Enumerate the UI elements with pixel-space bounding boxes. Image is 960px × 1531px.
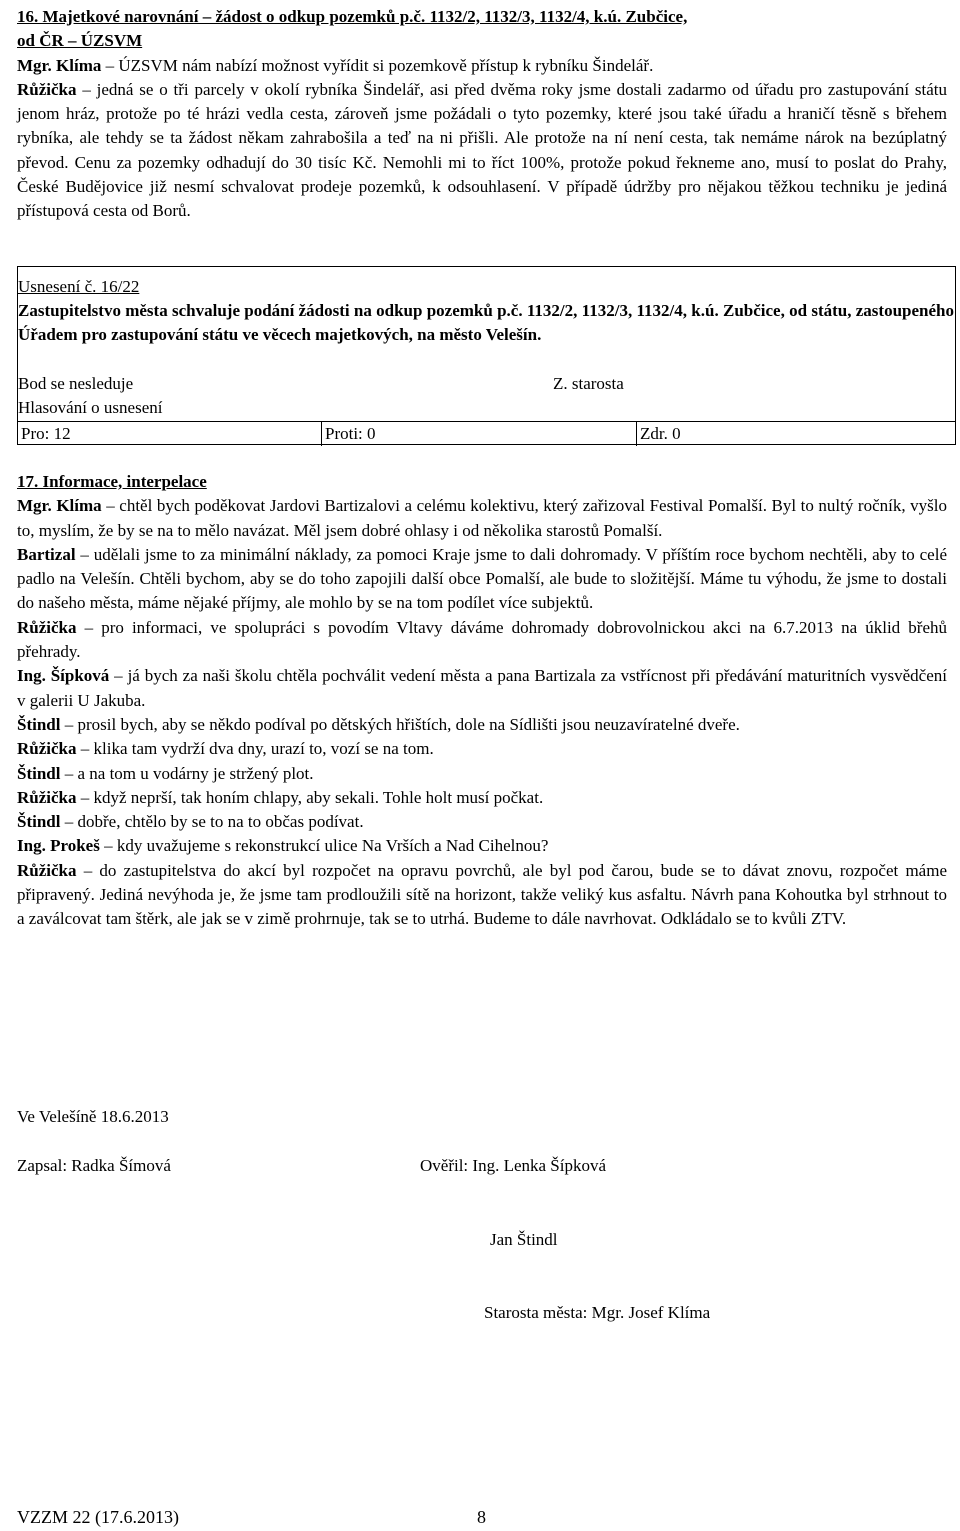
paragraph-ruzicka bbox=[17, 78, 947, 224]
vote-abstain: Zdr. 0 bbox=[636, 422, 955, 446]
section-17 bbox=[17, 470, 947, 932]
resolution-text: Zastupitelstvo města schvaluje podání žádosti na odkup pozemků p.č. 1132/2, 1132/3, 1132/4, k.ú. Zubčice, od státu, zastoupeného Úřadem pro zastupování státu ve věcech majetkových, na město Velešín. bbox=[18, 301, 954, 345]
speaker-name: Štindl bbox=[17, 812, 61, 832]
section-16-heading-line1: 16. Majetkové narovnání – žádost o odkup pozemků p.č. 1132/2, 1132/3, 1132/4, k.ú. Zubčice, bbox=[17, 7, 688, 26]
section-17-heading: 17. Informace, interpelace bbox=[17, 472, 207, 491]
verifier-2: Jan Štindl bbox=[490, 1230, 558, 1249]
paragraph-text: – ÚZSVM nám nabízí možnost vyřídit si pozemkově přístup k rybníku Šindelář. bbox=[101, 55, 654, 75]
mayor-signature: Starosta města: Mgr. Josef Klíma bbox=[484, 1303, 711, 1322]
section-16-heading-line2: od ČR – ÚZSVM bbox=[17, 31, 143, 51]
resolution-presenter-row bbox=[18, 372, 955, 396]
entry-prokes bbox=[17, 834, 947, 858]
entry-text: – chtěl bych poděkovat Jardovi Bartizalovi a celému kolektivu, který zařizoval Festival Pomalší. Byl to nultý ročník, vyšlo to, myslím, že by se na to mělo navázat. Měl jsem dobré ohlasy i od několika starostů Pomalší. bbox=[17, 496, 947, 540]
entry-text: – klika tam vydrží dva dny, urazí to, vozí se na tom. bbox=[76, 739, 434, 759]
entry-sipkova bbox=[17, 664, 947, 713]
entry-klima bbox=[17, 494, 947, 543]
entry-stindl-1 bbox=[17, 713, 947, 737]
resolution-title: Usnesení č. 16/22 bbox=[18, 277, 140, 296]
paragraph-klima bbox=[17, 54, 947, 78]
entry-text: – do zastupitelstva do akcí byl rozpočet na opravu povrchů, ale byl pod čarou, bude se to dávat znovu, rozpočet máme připravený. Jediná nevýhoda je, že jsme tam prodloužili sítě na horizont, takže veliký kus asfaltu. Návrh pana Kohoutka byl strhnout to a zaválcovat tam štěrk, ale jak se v zimě prohrnuje, tak se to utrhá. Budeme to dále navrhovat. Odkládalo se to kvůli ZTV. bbox=[17, 860, 947, 929]
vote-against: Proti: 0 bbox=[321, 422, 636, 446]
place-date: Ve Velešíně 18.6.2013 bbox=[17, 1107, 169, 1126]
section-16 bbox=[17, 5, 947, 224]
entry-text: – udělali jsme to za minimální náklady, za pomoci Kraje jsme to dali dohromady. V příštím roce bychom nechtěli, aby to celé padlo na Velešín. Chtěli bychom, aby se do toho zapojili další obce Pomalší, ale bude to složitější. Máme tu výhodu, že jsme to dostali do našeho města, máme nějaké příjmy, ale mohlo by se na tom podílet více subjektů. bbox=[17, 544, 947, 613]
speaker-name: Růžička bbox=[17, 739, 77, 759]
speaker-name: Růžička bbox=[17, 787, 77, 807]
speaker-name: Ing. Šípková bbox=[17, 666, 110, 686]
speaker-name: Štindl bbox=[17, 763, 61, 783]
entry-ruzicka-4 bbox=[17, 859, 947, 932]
vote-for-count: 12 bbox=[53, 424, 71, 443]
speaker-name: Růžička bbox=[17, 617, 77, 637]
entry-ruzicka-2 bbox=[17, 737, 947, 761]
entry-text: – prosil bych, aby se někdo podíval po dětských hřištích, dole na Sídlišti jsou neuzavíratelné dveře. bbox=[60, 714, 740, 734]
entry-text: – kdy uvažujeme s rekonstrukcí ulice Na Vrších a Nad Cihelnou? bbox=[99, 836, 549, 856]
entry-text: – dobře, chtělo by se to na to občas podívat. bbox=[60, 812, 364, 832]
vote-label: Hlasování o usnesení bbox=[18, 398, 163, 417]
entry-text: – a na tom u vodárny je stržený plot. bbox=[60, 763, 314, 783]
entry-text: – když neprší, tak honím chlapy, aby sekali. Tohle holt musí počkat. bbox=[76, 787, 544, 807]
entry-stindl-3 bbox=[17, 810, 947, 834]
entry-text: – já bych za naši školu chtěla pochválit vedení města a pana Bartizala za vstřícnost při předávání maturitních vysvědčení v galerii U Jakuba. bbox=[17, 666, 947, 710]
entry-ruzicka-3 bbox=[17, 786, 947, 810]
speaker-name: Bartizal bbox=[17, 544, 76, 564]
presenter-name: Z. starosta bbox=[553, 374, 624, 393]
verified-by: Ověřil: Ing. Lenka Šípková bbox=[420, 1156, 607, 1175]
paragraph-text: – jedná se o tři parcely v okolí rybníka Šindelář, asi před dvěma roky jsme dostali zadarmo od úřadu pro zastupování státu jenom hráz, protože po té hrázi vedla cesta, zároveň jsme požádali o tyto pozemky, které jsou také úřadu a hraničí těsně s břehem rybníka, ale tehdy se ta žádost někam zahrabošila a teď na ni přišli. Ale protože na ní není cesta, tak nemáme nárok na bezúplatný převod. Cenu za pozemky odhadují do 30 tisíc Kč. Nemohli mi to říct 100%, protože pokud řekneme ano, musí to poslat do Prahy, České Budějovice již nesmí schvalovat prodeje pozemků, k odsouhlasení. V případě údržby pro nějakou těžkou techniku je jediná přístupová cesta od Borů. bbox=[17, 79, 947, 221]
speaker-name: Mgr. Klíma bbox=[17, 55, 102, 75]
vote-against-count: 0 bbox=[367, 424, 376, 443]
speaker-name: Růžička bbox=[17, 860, 77, 880]
page-number: 8 bbox=[477, 1507, 486, 1527]
entry-text: – pro informaci, ve spolupráci s povodím Vltavy dáváme dohromady dobrovolnickou akci na 6.7.2013 na úklid břehů přehrady. bbox=[17, 617, 947, 662]
speaker-name: Štindl bbox=[17, 714, 61, 734]
entry-bartizal bbox=[17, 543, 947, 616]
presenter-label: Bod se nesleduje bbox=[18, 374, 134, 393]
vote-for: Pro: 12 bbox=[21, 424, 71, 443]
vote-row bbox=[18, 421, 955, 446]
speaker-name: Mgr. Klíma bbox=[17, 496, 102, 516]
entry-stindl-2 bbox=[17, 762, 947, 786]
vote-abstain-count: 0 bbox=[672, 424, 681, 443]
speaker-name: Ing. Prokeš bbox=[17, 836, 100, 856]
speaker-name: Růžička bbox=[17, 79, 77, 99]
section-16-heading bbox=[17, 5, 947, 54]
recorded-by: Zapsal: Radka Šímová bbox=[17, 1156, 171, 1175]
footer-doc-ref: VZZM 22 (17.6.2013) bbox=[17, 1507, 179, 1527]
entry-ruzicka-1 bbox=[17, 616, 947, 665]
resolution-box bbox=[17, 266, 956, 445]
